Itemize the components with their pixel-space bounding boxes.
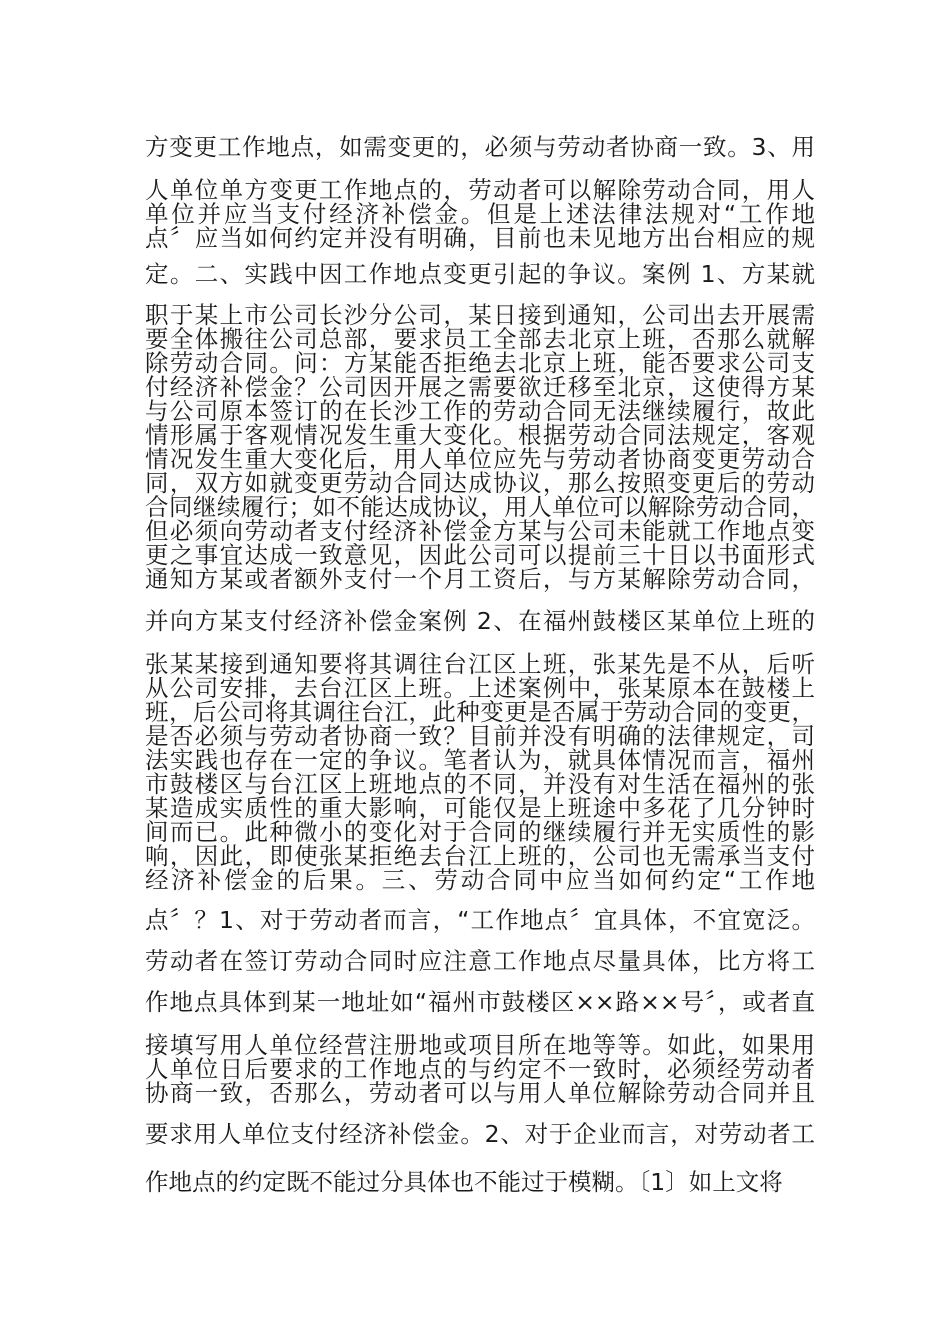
text-line: 是否必须与劳动者协商一致？目前并没有明确的法律规定，司 — [145, 722, 815, 750]
text-line: 合同继续履行；如不能达成协议，用人单位可以解除劳动合同， — [145, 493, 815, 521]
text-line: 某造成实质性的重大影响，可能仅是上班途中多花了几分钟时 — [145, 794, 815, 822]
text-line: 情形属于客观情况发生重大变化。根据劳动合同法规定，客观 — [145, 421, 815, 449]
text-line: 作地点的约定既不能过分具体也不能过于模糊。〔1〕如上文将 — [145, 1168, 783, 1196]
text-line: 市鼓楼区与台江区上班地点的不同，并没有对生活在福州的张 — [145, 770, 815, 798]
text-line: 班，后公司将其调往台江，此种变更是否属于劳动合同的变更， — [145, 698, 815, 726]
text-line: 单位并应当支付经济补偿金。但是上述法律法规对“工作地 — [145, 200, 815, 228]
text-line: 张某某接到通知要将其调往台江区上班，张某先是不从，后听 — [145, 650, 815, 678]
text-line: 劳动者在签订劳动合同时应注意工作地点尽量具体，比方将工 — [145, 947, 815, 975]
text-line: 人单位单方变更工作地点的，劳动者可以解除劳动合同，用人 — [145, 176, 815, 204]
text-line: 经济补偿金的后果。三、劳动合同中应当如何约定“工作地 — [145, 866, 815, 894]
text-line: 间而已。此种微小的变化对于合同的继续履行并无实质性的影 — [145, 818, 815, 846]
text-line: 要求用人单位支付经济补偿金。2、对于企业而言，对劳动者工 — [145, 1120, 815, 1148]
text-line: 响，因此，即使张某拒绝去台江上班的，公司也无需承当支付 — [145, 842, 815, 870]
text-line: 通知方某或者额外支付一个月工资后，与方某解除劳动合同， — [145, 565, 815, 593]
text-line: 作地点具体到某一地址如“福州市鼓楼区××路××号〞，或者直 — [145, 988, 815, 1016]
text-line: 与公司原本签订的在长沙工作的劳动合同无法继续履行，故此 — [145, 397, 815, 425]
text-line: 除劳动合同。问：方某能否拒绝去北京上班，能否要求公司支 — [145, 349, 815, 377]
text-line: 人单位日后要求的工作地点的与约定不一致时，必须经劳动者 — [145, 1055, 815, 1083]
text-line: 定。二、实践中因工作地点变更引起的争议。案例 1、方某就 — [145, 260, 815, 288]
text-line: 要全体搬往公司总部，要求员工全部去北京上班，否那么就解 — [145, 325, 815, 353]
text-line: 更之事宜达成一致意见，因此公司可以提前三十日以书面形式 — [145, 541, 815, 569]
text-line: 从公司安排，去台江区上班。上述案例中，张某原本在鼓楼上 — [145, 674, 815, 702]
text-line: 但必须向劳动者支付经济补偿金方某与公司未能就工作地点变 — [145, 517, 815, 545]
text-line: 协商一致，否那么，劳动者可以与用人单位解除劳动合同并且 — [145, 1079, 815, 1107]
text-line: 点〞？1、对于劳动者而言，“工作地点〞宜具体，不宜宽泛。 — [145, 906, 815, 934]
text-line: 接填写用人单位经营注册地或项目所在地等等。如此，如果用 — [145, 1031, 815, 1059]
text-line: 并向方某支付经济补偿金案例 2、在福州鼓楼区某单位上班的 — [145, 607, 815, 635]
text-line: 法实践也存在一定的争议。笔者认为，就具体情况而言，福州 — [145, 746, 815, 774]
text-line: 方变更工作地点，如需变更的，必须与劳动者协商一致。3、用 — [145, 133, 815, 161]
text-line: 情况发生重大变化后，用人单位应先与劳动者协商变更劳动合 — [145, 445, 815, 473]
text-line: 职于某上市公司长沙分公司，某日接到通知，公司出去开展需 — [145, 301, 815, 329]
text-line: 付经济补偿金？公司因开展之需要欲迁移至北京，这使得方某 — [145, 373, 815, 401]
text-line: 同，双方如就变更劳动合同达成协议，那么按照变更后的劳动 — [145, 469, 815, 497]
text-line: 点〞应当如何约定并没有明确，目前也未见地方出台相应的规 — [145, 224, 815, 252]
